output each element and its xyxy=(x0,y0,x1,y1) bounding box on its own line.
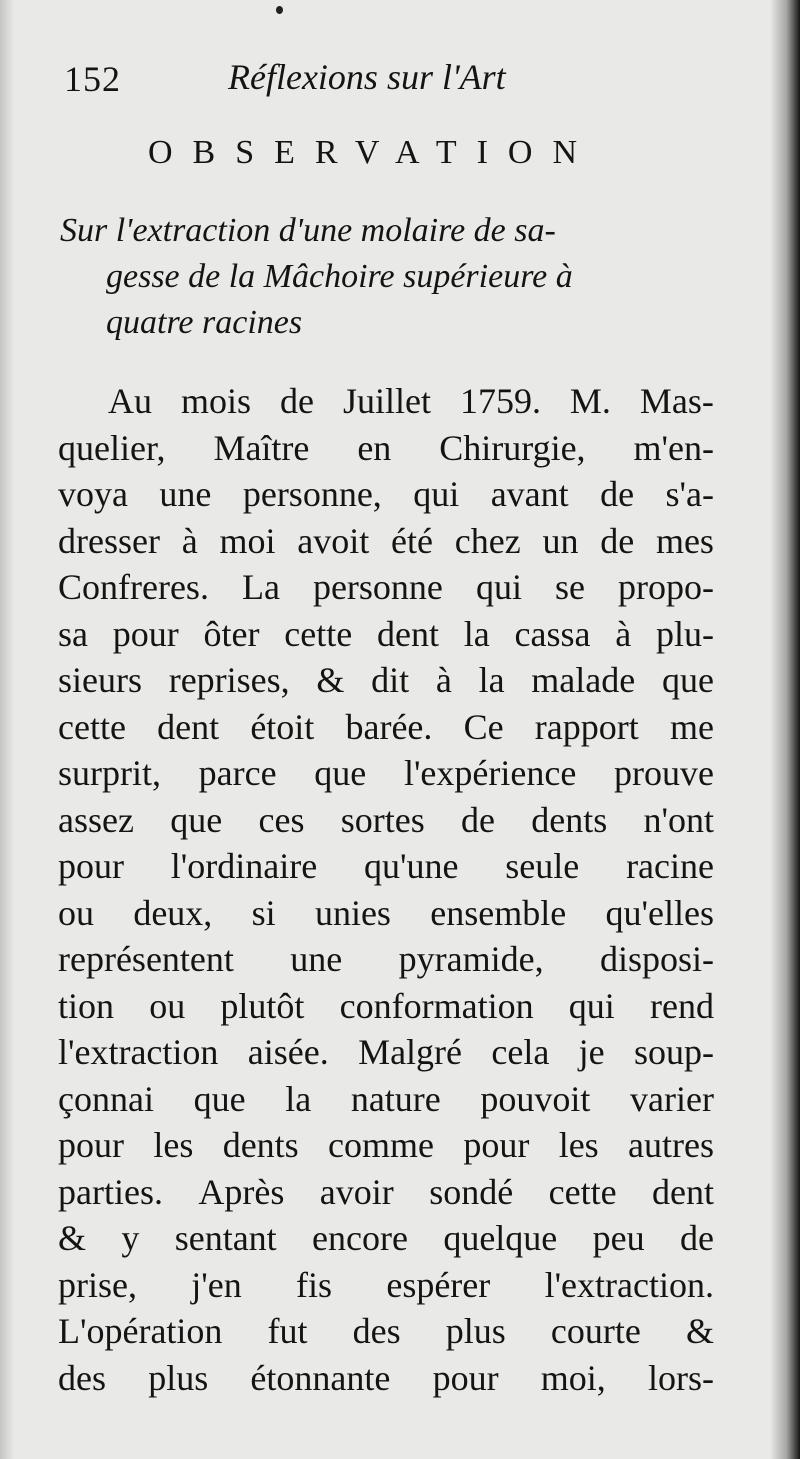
body-line: dresser à moi avoit été chez un de mes xyxy=(58,520,714,561)
body-line: quelier, Maître en Chirurgie, m'en- xyxy=(58,427,714,468)
body-line: Confreres. La personne qui se propo- xyxy=(58,567,714,607)
ink-speck xyxy=(276,6,283,14)
body-line: représentent une pyramide, disposi- xyxy=(58,939,714,979)
body-line: des plus étonnante pour moi, lors- xyxy=(58,1357,714,1398)
body-line: ou deux, si unies ensemble qu'elles xyxy=(58,892,714,933)
body-line: pour l'ordinaire qu'une seule racine xyxy=(58,846,714,886)
body-line: prise, j'en fis espérer l'extraction. xyxy=(58,1264,714,1305)
body-line: cette dent étoit barée. Ce rapport me xyxy=(58,706,714,747)
page-number: 152 xyxy=(64,59,121,99)
body-line: assez que ces sortes de dents n'ont xyxy=(58,799,714,840)
body-line: sieurs reprises, & dit à la malade que xyxy=(58,660,714,700)
body-line: pour les dents comme pour les autres xyxy=(58,1125,714,1165)
body-line: çonnai que la nature pouvoit varier xyxy=(58,1078,714,1119)
body-line: voya une personne, qui avant de s'a- xyxy=(58,474,714,514)
page-header xyxy=(60,52,720,102)
body-line: surprit, parce que l'expérience prouve xyxy=(58,753,714,793)
body-line: parties. Après avoir sondé cette dent xyxy=(58,1171,714,1212)
binding-edge-shadow xyxy=(770,0,800,1459)
body-line: sa pour ôter cette dent la cassa à plu- xyxy=(58,613,714,654)
body-line: Au mois de Juillet 1759. M. Mas- xyxy=(108,381,714,421)
subtitle-line: quatre racines xyxy=(106,304,303,341)
body-line: l'extraction aisée. Malgré cela je soup- xyxy=(58,1032,714,1072)
body-line: & y sentant encore quelque peu de xyxy=(58,1218,714,1258)
body-line: tion ou plutôt conformation qui rend xyxy=(58,985,714,1026)
page-left-shadow xyxy=(0,0,14,1459)
section-subtitle xyxy=(60,208,720,346)
body-text xyxy=(58,378,714,1401)
subtitle-line: gesse de la Mâchoire supérieure à xyxy=(106,258,573,295)
section-heading: OBSERVATION xyxy=(148,134,598,171)
subtitle-line: Sur l'extraction d'une molaire de sa- xyxy=(60,212,556,249)
running-title: Réflexions sur l'Art xyxy=(228,57,506,97)
body-line: L'opération fut des plus courte & xyxy=(58,1311,714,1351)
